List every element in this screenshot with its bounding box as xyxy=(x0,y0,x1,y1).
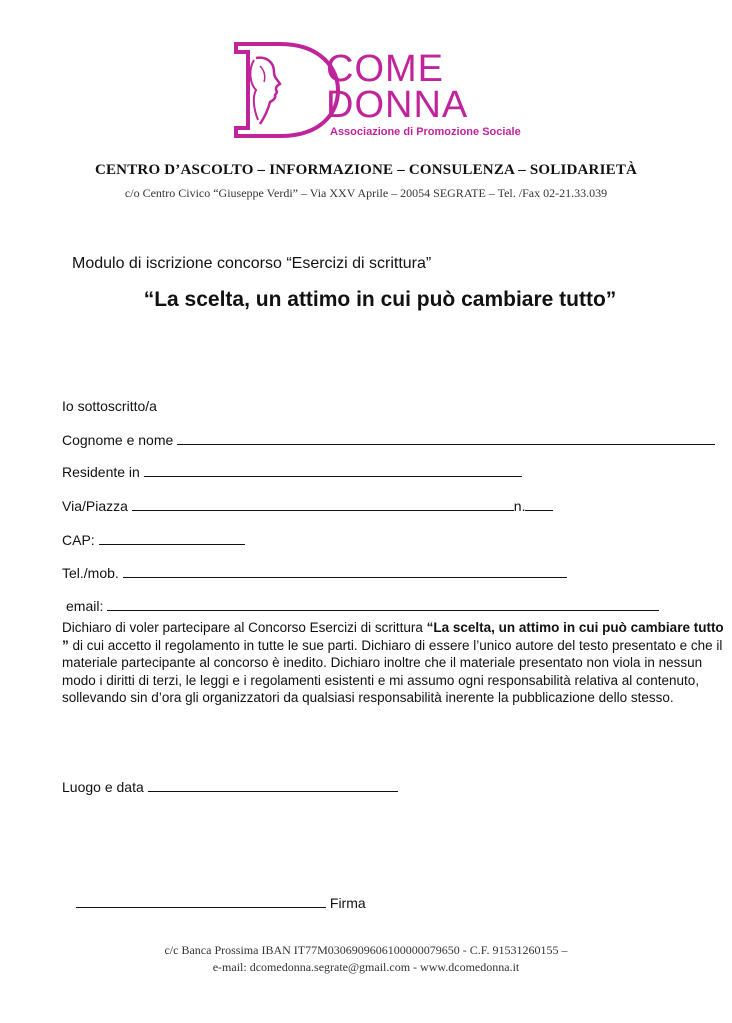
residence-label: Residente in xyxy=(62,464,140,480)
logo-face-profile xyxy=(256,58,280,124)
email-label: email: xyxy=(66,598,104,614)
signature-row xyxy=(76,894,366,911)
form-title: Modulo di iscrizione concorso “Esercizi di scrittura” xyxy=(72,255,432,272)
street-label: Via/Piazza xyxy=(62,498,128,514)
intro-label: Io sottoscritto/a xyxy=(62,398,157,414)
place-date-row xyxy=(62,778,398,795)
residence-field[interactable] xyxy=(144,463,522,477)
place-date-label: Luogo e data xyxy=(62,779,144,795)
cap-row xyxy=(62,531,245,548)
logo-name-top: COME xyxy=(326,48,444,90)
email-field[interactable] xyxy=(107,597,659,611)
street-field[interactable] xyxy=(132,497,514,511)
logo-d-shape xyxy=(236,44,338,136)
contest-title: “La scelta, un attimo in cui può cambiare tutto” xyxy=(143,288,617,311)
residence-row xyxy=(62,463,522,480)
surname-name-row xyxy=(62,431,715,448)
email-row xyxy=(66,597,659,614)
surname-name-label: Cognome e nome xyxy=(62,432,174,448)
signature-field[interactable] xyxy=(76,894,326,908)
signature-label: Firma xyxy=(329,895,366,911)
declaration-text: di cui accetto il regolamento in tutte le sue parti. Dichiaro di essere l’unico autore del testo presentato e che il materiale partecipante al concorso è inedito. Dichiaro inoltre che il materiale presentato non viola in nessun modo i diritti di terzi, le leggi e i regolamenti esistenti e mi assumo ogni responsabilità relativa al contenuto, sollevando sin d’ora gli organizzatori da qualsiasi responsabilità inerente la pubblicazione dello stesso. xyxy=(62,637,723,705)
surname-name-field[interactable] xyxy=(177,431,715,445)
declaration-paragraph xyxy=(62,619,730,707)
logo-hair xyxy=(250,60,258,120)
footer-bank-info: c/c Banca Prossima IBAN IT77M0306909606100000079650 - C.F. 91531260155 – xyxy=(164,943,568,957)
phone-row xyxy=(62,564,567,581)
place-date-field[interactable] xyxy=(148,778,398,792)
number-field[interactable] xyxy=(525,497,553,511)
declaration-lead: Dichiaro di voler partecipare al Concorso Esercizi di scrittura xyxy=(62,620,427,635)
logo-subtitle: Associazione di Promozione Sociale xyxy=(330,126,521,138)
street-row xyxy=(62,497,553,514)
phone-field[interactable] xyxy=(123,564,567,578)
header-services: CENTRO D’ASCOLTO – INFORMAZIONE – CONSULENZA – SOLIDARIETÀ xyxy=(94,162,638,178)
footer-contacts: e-mail: dcomedonna.segrate@gmail.com - www.dcomedonna.it xyxy=(212,960,520,974)
header-address: c/o Centro Civico “Giuseppe Verdi” – Via XXV Aprile – 20054 SEGRATE – Tel. /Fax 02-21.33.039 xyxy=(124,186,608,200)
logo-name-bottom: DONNA xyxy=(326,84,469,126)
cap-label: CAP: xyxy=(62,532,95,548)
phone-label: Tel./mob. xyxy=(62,565,119,581)
declaration-contest-title: “La scelta, un attimo in cui può cambiare tutto ” xyxy=(62,620,724,653)
cap-field[interactable] xyxy=(99,531,245,545)
number-label: n. xyxy=(513,498,526,514)
